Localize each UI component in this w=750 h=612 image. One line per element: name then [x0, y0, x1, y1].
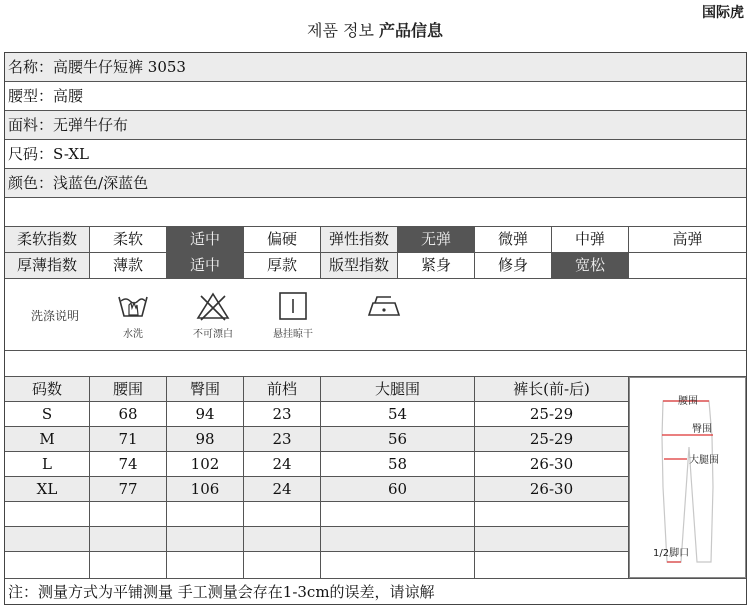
size-cell-empty — [475, 552, 629, 578]
brand-logo: 国际虎 — [702, 5, 744, 21]
size-cell: 58 — [321, 452, 475, 476]
attr-cell: 柔软 — [90, 227, 167, 252]
attr-cell: 中弹 — [552, 227, 629, 252]
size-cell: XL — [5, 477, 90, 501]
attr-cell: 弹性指数 — [321, 227, 398, 252]
size-row-empty — [5, 552, 629, 578]
measurement-diagram — [629, 377, 746, 578]
size-cell-empty — [90, 527, 167, 551]
attr-cell: 微弹 — [475, 227, 552, 252]
size-cell-empty — [5, 502, 90, 526]
size-row — [5, 427, 629, 452]
info-label: 尺码： — [8, 145, 54, 163]
title-korean: 제품 정보 — [306, 21, 374, 40]
softness-elasticity-row — [5, 227, 746, 253]
size-row — [5, 477, 629, 502]
size-row-empty — [5, 527, 629, 552]
size-header-cell: 前档 — [244, 377, 321, 401]
spacer-row — [5, 351, 746, 377]
size-header-cell: 码数 — [5, 377, 90, 401]
info-row-name — [5, 53, 746, 82]
size-cell: 23 — [244, 427, 321, 451]
washing-instructions — [5, 279, 746, 351]
size-cell: 56 — [321, 427, 475, 451]
info-label: 颜色： — [8, 174, 54, 192]
size-cell-empty — [321, 502, 475, 526]
size-cell-empty — [321, 552, 475, 578]
diagram-label-waist: 腰围 — [678, 396, 698, 407]
diagram-label-hip: 臀围 — [692, 424, 712, 435]
size-cell: 23 — [244, 402, 321, 426]
info-value: 无弹牛仔布 — [53, 116, 129, 134]
icon-caption: 不可漂白 — [193, 329, 233, 340]
info-value: 高腰牛仔短裤 3053 — [53, 58, 186, 76]
attr-cell-selected: 宽松 — [552, 253, 629, 278]
size-cell: 60 — [321, 477, 475, 501]
info-value: 高腰 — [53, 87, 84, 105]
iron-icon — [355, 291, 415, 347]
size-cell: 25-29 — [475, 427, 629, 451]
icon-caption: 水洗 — [123, 329, 143, 340]
washing-label: 洗涤说明 — [31, 309, 80, 323]
hand-wash-icon — [103, 291, 163, 347]
size-cell-empty — [244, 502, 321, 526]
size-cell: 77 — [90, 477, 167, 501]
size-cell-empty — [321, 527, 475, 551]
size-cell: 102 — [167, 452, 244, 476]
size-header-cell: 臀围 — [167, 377, 244, 401]
size-header-cell: 腰围 — [90, 377, 167, 401]
size-cell: 68 — [90, 402, 167, 426]
size-cell-empty — [90, 552, 167, 578]
size-cell: 26-30 — [475, 452, 629, 476]
attr-cell: 厚薄指数 — [5, 253, 90, 278]
size-cell-empty — [475, 527, 629, 551]
size-cell: 26-30 — [475, 477, 629, 501]
attr-cell — [629, 253, 746, 278]
hang-dry-icon — [263, 291, 323, 347]
size-cell-empty — [244, 552, 321, 578]
info-row-color — [5, 169, 746, 198]
info-row-size — [5, 140, 746, 169]
size-header-cell: 裤长(前-后) — [475, 377, 629, 401]
attr-cell: 紧身 — [398, 253, 475, 278]
info-value: S-XL — [53, 145, 90, 163]
thickness-fit-row — [5, 253, 746, 279]
attr-cell-selected: 适中 — [167, 227, 244, 252]
size-header-cell: 大腿围 — [321, 377, 475, 401]
attr-cell: 偏硬 — [244, 227, 321, 252]
info-label: 面料： — [8, 116, 54, 134]
size-cell: 98 — [167, 427, 244, 451]
size-cell-empty — [475, 502, 629, 526]
size-cell-empty — [244, 527, 321, 551]
attr-cell: 厚款 — [244, 253, 321, 278]
page-title — [0, 18, 750, 41]
attr-cell: 柔软指数 — [5, 227, 90, 252]
attr-cell: 高弹 — [672, 230, 703, 248]
diagram-label-hem: 1/2脚口 — [653, 548, 690, 559]
size-header-row — [5, 377, 629, 402]
size-cell: S — [5, 402, 90, 426]
measurement-note: 注：测量方式为平铺测量 手工测量会存在1-3cm的误差，请谅解 — [5, 578, 746, 604]
attr-cell-selected: 无弹 — [398, 227, 475, 252]
attr-cell: 薄款 — [90, 253, 167, 278]
info-row-waist-type — [5, 82, 746, 111]
attr-cell: 修身 — [475, 253, 552, 278]
info-row-fabric — [5, 111, 746, 140]
size-cell: L — [5, 452, 90, 476]
size-cell: 106 — [167, 477, 244, 501]
size-cell: 74 — [90, 452, 167, 476]
title-chinese: 产品信息 — [379, 21, 444, 40]
size-table — [5, 377, 746, 578]
icon-caption: 悬挂晾干 — [273, 329, 313, 340]
size-cell-empty — [5, 527, 90, 551]
attr-cell: 版型指数 — [321, 253, 398, 278]
diagram-label-thigh: 大腿围 — [689, 455, 719, 466]
size-row-empty — [5, 502, 629, 527]
info-value: 浅蓝色/深蓝色 — [53, 174, 149, 192]
size-cell: 24 — [244, 452, 321, 476]
size-cell-empty — [167, 552, 244, 578]
size-cell: 54 — [321, 402, 475, 426]
no-bleach-icon — [183, 291, 243, 347]
size-cell: 71 — [90, 427, 167, 451]
size-cell: 94 — [167, 402, 244, 426]
size-cell-empty — [167, 527, 244, 551]
size-cell: 24 — [244, 477, 321, 501]
product-info-sheet — [4, 52, 747, 605]
size-cell-empty — [90, 502, 167, 526]
size-cell: 25-29 — [475, 402, 629, 426]
info-label: 腰型： — [8, 87, 54, 105]
size-cell: M — [5, 427, 90, 451]
size-cell-empty — [5, 552, 90, 578]
spacer-row — [5, 198, 746, 227]
size-row — [5, 452, 629, 477]
size-cell-empty — [167, 502, 244, 526]
size-row — [5, 402, 629, 427]
attr-cell-selected: 适中 — [167, 253, 244, 278]
info-label: 名称： — [8, 58, 54, 76]
